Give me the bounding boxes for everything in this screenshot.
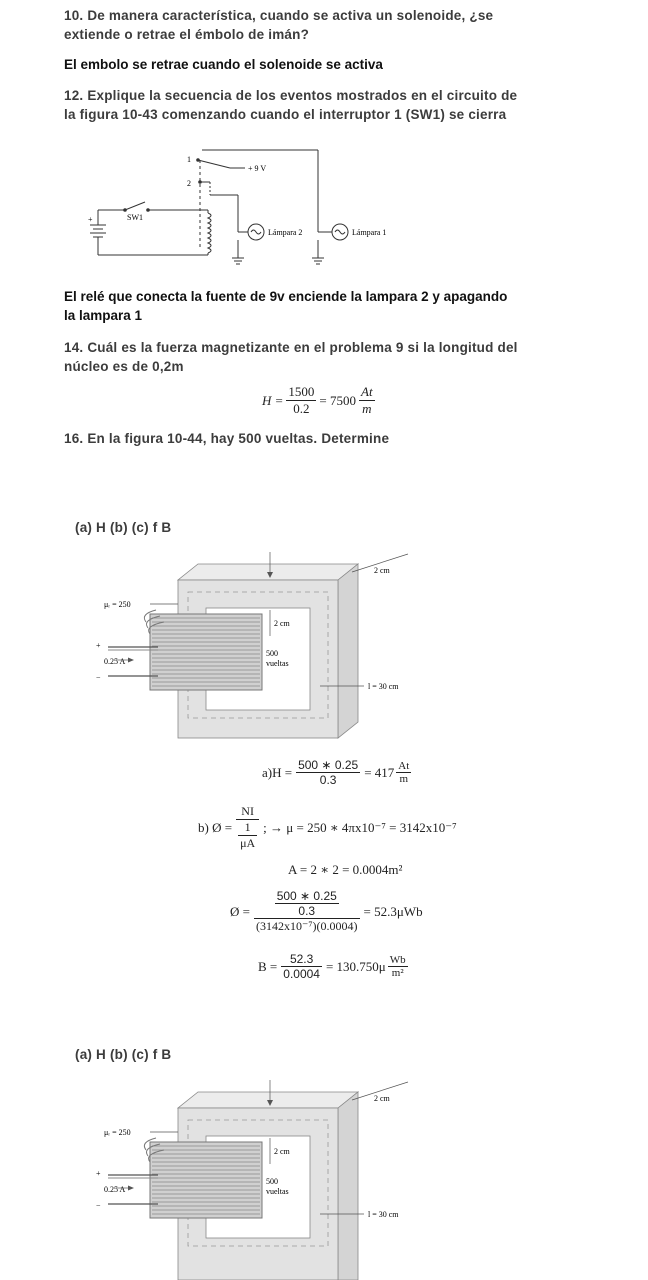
core2-side-face — [338, 1092, 358, 1280]
fig2-plus: + — [96, 1169, 101, 1178]
core-figure-1 — [90, 552, 420, 742]
q16-eq-B-mid: = 130.750μ — [325, 958, 386, 974]
fig1-vueltas: vueltas — [266, 659, 289, 668]
q16-eq-B — [258, 952, 408, 981]
current-arrow-head — [128, 658, 134, 663]
contact2-label: 2 — [187, 179, 191, 188]
q16-eq-flux-den: (3142x10⁻⁷)(0.0004) — [255, 919, 358, 933]
q10-text — [64, 6, 493, 44]
q16-eq-B-unit-num: Wb — [389, 954, 406, 966]
sw1-label: SW1 — [127, 213, 143, 222]
relay-contact2 — [198, 180, 202, 184]
q16-eq-b-suffix: ; → μ = 250 ∗ 4πx10⁻⁷ = 3142x10⁻⁷ — [263, 819, 457, 835]
q16-eq-a-fraction — [296, 758, 360, 787]
q12-answer-line1: El relé que conecta la fuente de 9v enciende la lampara 2 y apagando — [64, 289, 508, 304]
q16-parts-label-2: (a) H (b) (c) f B — [75, 1047, 172, 1062]
q16-eq-B-num: 52.3 — [281, 952, 322, 967]
q14-eq-num: 1500 — [288, 384, 315, 399]
fig1-2cm-inner: 2 cm — [274, 619, 290, 628]
sw1-contact — [146, 208, 150, 212]
relay-circuit-figure — [80, 140, 400, 280]
q16-eq-flux-prefix: Ø = — [230, 903, 250, 919]
fig2-500: 500 — [266, 1177, 278, 1186]
q14-eq-unit-den: m — [362, 401, 372, 416]
q16-eq-B-den: 0.0004 — [283, 967, 320, 981]
fig2-2cm-inner: 2 cm — [274, 1147, 290, 1156]
q16-text: 16. En la figura 10-44, hay 500 vueltas. Determine — [64, 431, 390, 446]
sw1-blade — [125, 202, 145, 210]
q16-eq-a-unit — [396, 760, 411, 785]
q16-eq-B-unit — [388, 954, 408, 979]
fig1-current: 0.25 A — [104, 657, 126, 666]
lamp2-label: Lámpara 2 — [268, 228, 303, 237]
q16-eq-flux-top-num: 500 ∗ 0.25 — [276, 889, 337, 903]
fig1-mu: μᵣ = 250 — [104, 600, 131, 609]
q16-eq-b-den-wrap — [236, 820, 259, 851]
coil-windings — [208, 213, 211, 253]
q14-line2: núcleo es de 0,2m — [64, 359, 184, 374]
q16-eq-b-den-num: 1 — [238, 820, 257, 836]
q14-eq-fraction — [286, 384, 316, 417]
q10-line2: extiende o retrae el émbolo de imán? — [64, 27, 310, 42]
fig1-500: 500 — [266, 649, 278, 658]
q16-eq-b-num: NI — [236, 804, 259, 820]
q12-line2: la figura 10-43 comenzando cuando el interruptor 1 (SW1) se cierra — [64, 107, 507, 122]
fig1-plus: + — [96, 641, 101, 650]
q16-eq-a-num: 500 ∗ 0.25 — [298, 758, 359, 772]
fig1-length: l = 30 cm — [368, 682, 399, 691]
relay-pivot — [196, 158, 200, 162]
lamp1-label: Lámpara 1 — [352, 228, 387, 237]
q16-eq-B-prefix: B = — [258, 958, 278, 974]
q10-answer: El embolo se retrae cuando el solenoide se activa — [64, 57, 383, 72]
q16-parts-label-1: (a) H (b) (c) f B — [75, 520, 172, 535]
q16-eq-a — [262, 758, 411, 787]
q16-eq-flux-top — [254, 889, 360, 919]
fig2-minus: − — [96, 1201, 101, 1210]
q12-answer-line2: la lampara 1 — [64, 308, 143, 323]
lamp2-filament — [251, 230, 261, 234]
coil-body — [150, 614, 262, 690]
contact1-label: 1 — [187, 155, 191, 164]
supply-9v-label: + 9 V — [248, 164, 267, 173]
fig2-mu: μᵣ = 250 — [104, 1128, 131, 1137]
coil2-body — [150, 1142, 262, 1218]
fig1-minus: − — [96, 673, 101, 682]
q16-eq-flux-suffix: = 52.3μWb — [363, 903, 423, 919]
q16-eq-a-den: 0.3 — [319, 773, 337, 787]
fig2-current: 0.25 A — [104, 1185, 126, 1194]
q14-eq-unit-num: At — [361, 384, 373, 399]
fig2-length: l = 30 cm — [368, 1210, 399, 1219]
q10-line1: 10. De manera característica, cuando se activa un solenoide, ¿se — [64, 8, 494, 23]
fig2-2cm-top: 2 cm — [374, 1094, 390, 1103]
q12-text — [64, 86, 517, 124]
q14-eq-lhs: H = — [262, 392, 284, 408]
q14-text — [64, 338, 518, 376]
q16-eq-flux-top-fraction — [275, 889, 339, 918]
q16-eq-b — [198, 804, 457, 851]
q16-eq-a-mid: = 417 — [364, 764, 395, 780]
battery-plus-label: + — [88, 215, 93, 224]
q12-answer — [64, 287, 507, 325]
fig2-vueltas: vueltas — [266, 1187, 289, 1196]
q16-eq-a-unit-den: m — [399, 773, 409, 785]
current2-arrow-head — [128, 1186, 134, 1191]
q16-eq-b-den-den: μA — [240, 836, 256, 850]
relay-blade — [198, 160, 230, 168]
q16-eq-B-unit-den: m² — [391, 967, 404, 979]
q14-line1: 14. Cuál es la fuerza magnetizante en el problema 9 si la longitud del — [64, 340, 518, 355]
core-side-face — [338, 564, 358, 738]
q14-eq-mid: = 7500 — [319, 392, 357, 408]
q16-eq-b-fraction — [236, 804, 259, 851]
sw1-pivot — [123, 208, 127, 212]
q14-eq-unit — [359, 384, 375, 417]
q16-eq-flux — [230, 889, 423, 934]
lamp1-filament — [335, 230, 345, 234]
q14-equation — [262, 384, 375, 417]
q16-eq-a-unit-num: At — [398, 760, 410, 772]
q12-line1: 12. Explique la secuencia de los eventos mostrados en el circuito de — [64, 88, 518, 103]
q16-eq-area: A = 2 ∗ 2 = 0.0004m² — [288, 862, 403, 877]
q14-eq-den: 0.2 — [293, 401, 310, 416]
q16-eq-flux-top-den: 0.3 — [298, 904, 316, 918]
fig1-2cm-top: 2 cm — [374, 566, 390, 575]
core-figure-2 — [90, 1080, 420, 1280]
q16-eq-b-inner-fraction — [238, 820, 257, 851]
q16-eq-b-prefix: b) Ø = — [198, 819, 233, 835]
q16-eq-B-fraction — [281, 952, 322, 981]
q16-eq-a-prefix: a)H = — [262, 764, 293, 780]
q16-eq-flux-fraction — [254, 889, 360, 934]
